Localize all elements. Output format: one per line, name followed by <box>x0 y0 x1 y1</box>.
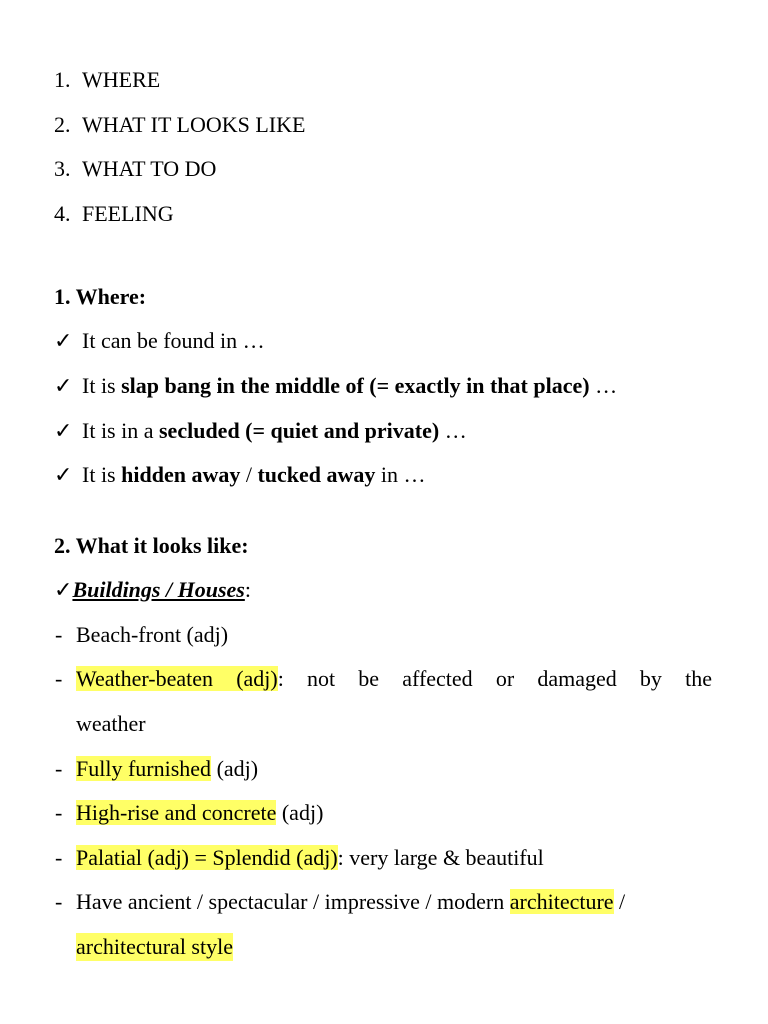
item-bold-text: hidden away <box>121 462 241 487</box>
dash-bullet: - <box>55 756 63 781</box>
definition-text: : not be affected or damaged by the <box>277 666 712 691</box>
subheading-colon: : <box>244 577 251 602</box>
outline-label: FEELING <box>82 201 174 226</box>
outline-number: 2. <box>54 112 71 137</box>
item-text: It is in a <box>82 418 159 443</box>
highlighted-term: Palatial (adj) = Splendid (adj) <box>76 845 338 870</box>
item-text: It is <box>82 462 122 487</box>
outline-label: WHERE <box>82 67 161 92</box>
item-text: in … <box>375 462 426 487</box>
item-text: (adj) <box>276 800 324 825</box>
definition-text: weather <box>76 711 146 736</box>
list-item-text <box>76 665 712 693</box>
item-bold-text: secluded (= quiet and private) <box>159 418 440 443</box>
check-mark-icon: ✓ <box>54 373 73 398</box>
dash-bullet: - <box>55 845 63 870</box>
item-text: … <box>439 418 467 443</box>
item-text: (adj) <box>211 756 259 781</box>
subheading <box>54 576 251 604</box>
dash-bullet: - <box>55 622 63 647</box>
item-text: / <box>613 889 626 914</box>
item-text: It is <box>82 373 122 398</box>
outline-number: 1. <box>54 67 71 92</box>
section-heading-text: 2. What it looks like: <box>54 533 249 558</box>
highlighted-term: Fully furnished <box>76 756 212 781</box>
highlighted-term: High-rise and concrete <box>76 800 277 825</box>
item-bold-text: slap bang in the middle of (= exactly in that place) <box>121 373 590 398</box>
highlighted-term: architecture <box>509 889 614 914</box>
subheading-text: Buildings / Houses <box>72 577 245 602</box>
check-mark-icon: ✓ <box>54 328 73 353</box>
section-heading-where <box>54 283 146 311</box>
section-heading-text: 1. Where: <box>54 284 147 309</box>
check-mark-icon: ✓ <box>54 462 73 487</box>
outline-number: 4. <box>54 201 71 226</box>
list-item-text <box>76 844 544 872</box>
check-item-text <box>82 417 467 445</box>
item-text: / <box>240 462 258 487</box>
highlighted-term: Weather-beaten (adj) <box>76 666 278 691</box>
outline-number: 3. <box>54 156 71 181</box>
outline-label: WHAT IT LOOKS LIKE <box>82 112 306 137</box>
check-mark-icon: ✓ <box>54 418 73 443</box>
check-item-text <box>82 327 265 355</box>
list-item-text <box>76 799 323 827</box>
check-item-text <box>82 372 617 400</box>
check-item-text <box>82 461 426 489</box>
item-bold-text: tucked away <box>257 462 376 487</box>
list-item-text: Beach-front (adj) <box>76 622 229 647</box>
section-heading-looks <box>54 532 249 560</box>
outline-label: WHAT TO DO <box>82 156 217 181</box>
item-text: Have ancient / spectacular / impressive / modern <box>76 889 510 914</box>
item-text: It can be found in … <box>82 328 265 353</box>
dash-bullet: - <box>55 800 63 825</box>
list-item-text <box>76 755 258 783</box>
highlighted-term: architectural style <box>76 934 233 959</box>
list-item-text <box>76 888 625 916</box>
dash-bullet: - <box>55 889 63 914</box>
definition-text: : very large & beautiful <box>337 845 544 870</box>
dash-bullet: - <box>55 666 63 691</box>
item-text: … <box>589 373 618 398</box>
check-mark-icon: ✓ <box>54 577 73 602</box>
